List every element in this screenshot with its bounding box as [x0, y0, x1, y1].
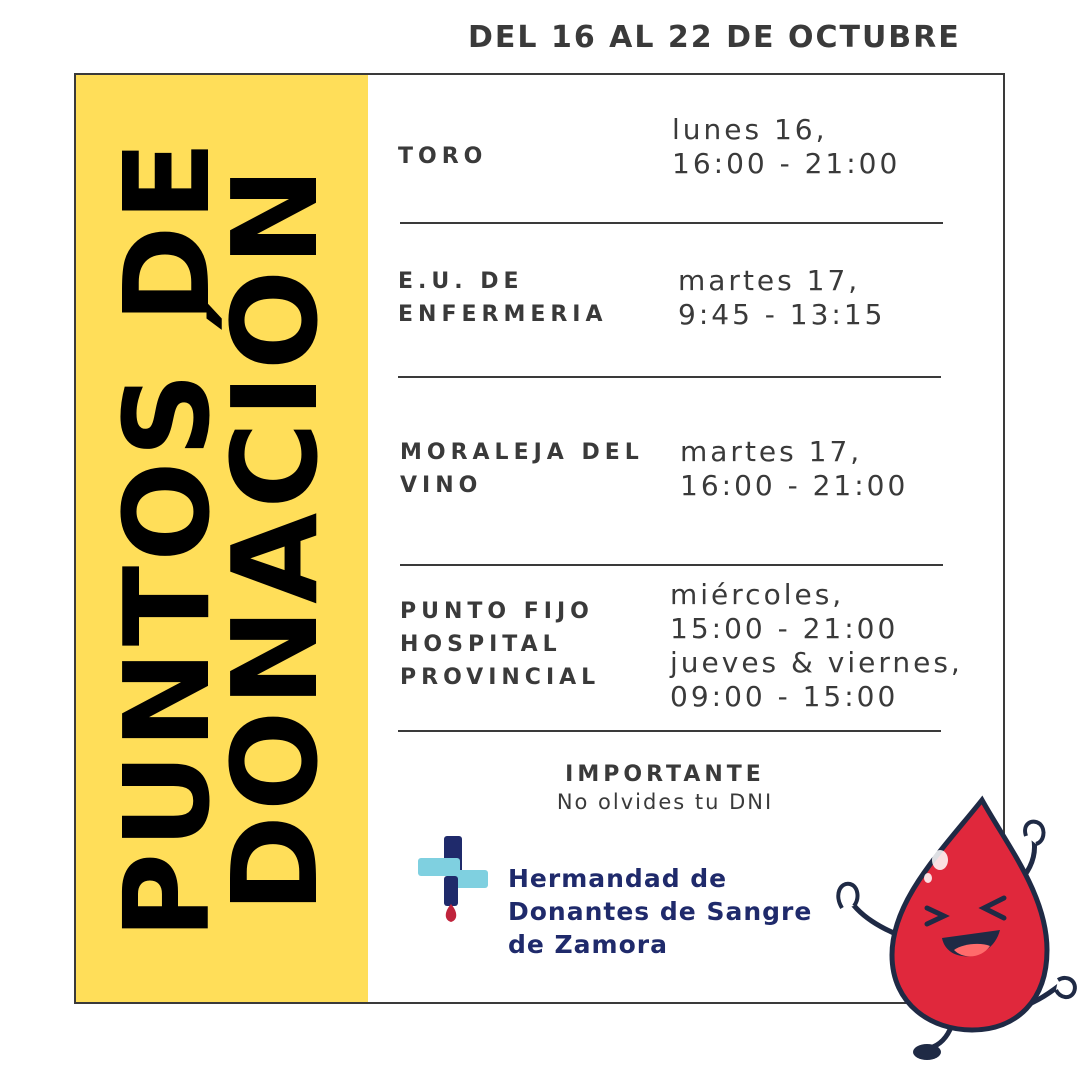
organization-line: Donantes de Sangre: [508, 897, 813, 926]
organization-name: [508, 862, 812, 961]
location-place-hospital: [400, 595, 600, 694]
blood-drop-mascot-icon: [832, 790, 1080, 1065]
divider: [400, 222, 943, 224]
important-note: No olvides tu DNI: [556, 790, 774, 814]
cross-with-drop-icon: [418, 836, 490, 926]
title-line-2: DONACIÓN: [206, 163, 344, 913]
location-place-toro: TORO: [398, 144, 488, 169]
location-time: 16:00 - 21:00: [680, 469, 909, 502]
organization-line: de Zamora: [508, 930, 668, 959]
location-place-line: PUNTO FIJO HOSPITAL PROVINCIAL: [400, 599, 601, 690]
location-time: 15:00 - 21:00: [670, 612, 899, 645]
location-time: 16:00 - 21:00: [672, 147, 901, 180]
organization-line: Hermandad de: [508, 864, 728, 893]
location-place-moraleja: [400, 436, 644, 502]
divider: [400, 564, 943, 566]
location-time: martes 17,: [678, 264, 861, 297]
location-place-line: E.U. DE ENFERMERIA: [398, 269, 608, 327]
date-range: DEL 16 AL 22 DE OCTUBRE: [468, 20, 961, 55]
location-place-line: MORALEJA DEL VINO: [400, 440, 644, 498]
location-time: 09:00 - 15:00: [670, 680, 899, 713]
location-time: 9:45 - 13:15: [678, 298, 886, 331]
divider: [398, 376, 941, 378]
location-time: lunes 16,: [672, 113, 828, 146]
location-place-enfermeria: [398, 265, 608, 331]
divider: [398, 730, 941, 732]
important-heading: IMPORTANTE: [565, 762, 765, 787]
title-line-1: PUNTOS DE: [98, 136, 236, 940]
location-time: jueves & viernes,: [670, 646, 963, 679]
location-time: martes 17,: [680, 435, 863, 468]
location-time: miércoles,: [670, 578, 845, 611]
